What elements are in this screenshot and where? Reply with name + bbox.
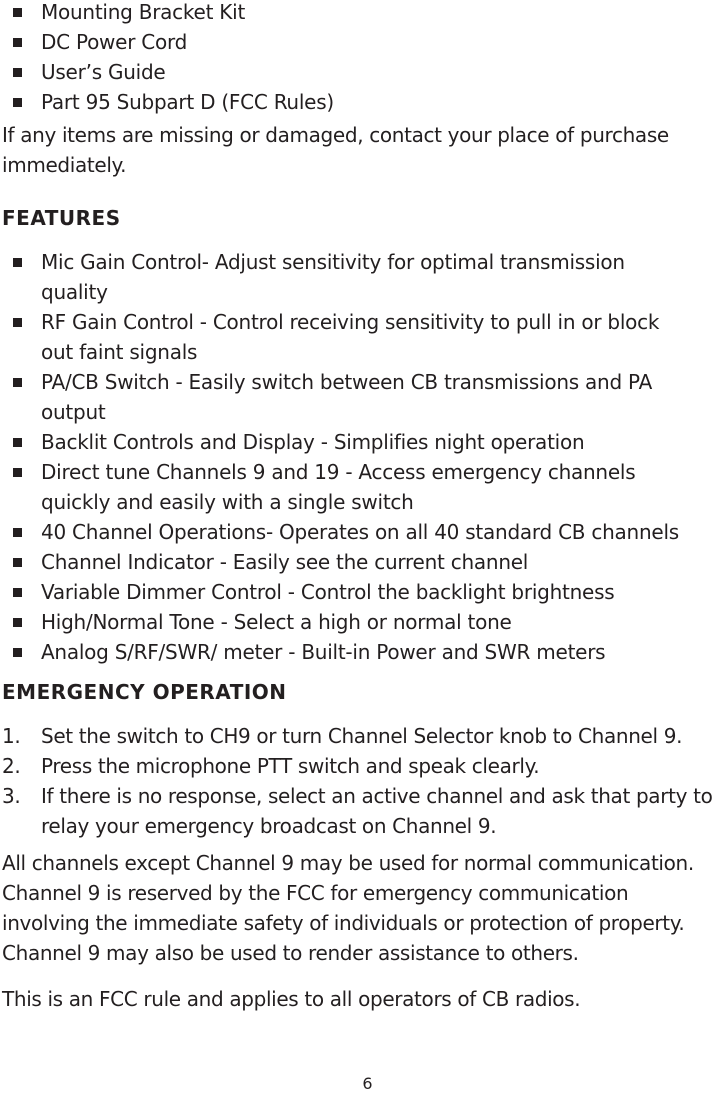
channel-usage-note: All channels except Channel 9 may be used for normal communication. Channel 9 is reserved by the FCC for emergency communication involving the immediate safety of individuals or protection of property. Channel 9 may also be used to render assistance to others.	[2, 851, 694, 965]
feature-text: Backlit Controls and Display - Simplifies night operation	[41, 430, 585, 454]
features-section	[0, 247, 723, 667]
square-bullet-icon	[13, 38, 22, 47]
square-bullet-icon	[13, 648, 22, 657]
square-bullet-icon	[13, 68, 22, 77]
feature-text: 40 Channel Operations- Operates on all 40 standard CB channels	[41, 520, 679, 544]
list-item-text: DC Power Cord	[41, 30, 188, 54]
feature-item	[0, 547, 723, 577]
square-bullet-icon	[13, 8, 22, 17]
step-text: Set the switch to CH9 or turn Channel Selector knob to Channel 9.	[41, 724, 683, 748]
step-text: Press the microphone PTT switch and speak clearly.	[41, 754, 540, 778]
list-item	[0, 57, 723, 87]
feature-text: Mic Gain Control- Adjust sensitivity for optimal transmission quality	[41, 250, 625, 304]
feature-item	[0, 307, 723, 367]
feature-text: Analog S/RF/SWR/ meter - Built-in Power and SWR meters	[41, 640, 606, 664]
feature-text: High/Normal Tone - Select a high or normal tone	[41, 610, 512, 634]
step-number: 3.	[2, 784, 21, 808]
feature-item	[0, 457, 723, 517]
list-item-text: Mounting Bracket Kit	[41, 0, 246, 24]
emergency-steps-section	[0, 721, 723, 841]
list-item	[0, 87, 723, 117]
square-bullet-icon	[13, 618, 22, 627]
square-bullet-icon	[13, 438, 22, 447]
features-list	[0, 247, 723, 667]
step-text: If there is no response, select an active channel and ask that party to relay your emergency broadcast on Channel 9.	[41, 784, 713, 838]
step-number: 1.	[2, 724, 21, 748]
square-bullet-icon	[13, 528, 22, 537]
feature-text: RF Gain Control - Control receiving sensitivity to pull in or block out faint signals	[41, 310, 660, 364]
list-item-text: Part 95 Subpart D (FCC Rules)	[41, 90, 334, 114]
missing-items-notice: If any items are missing or damaged, contact your place of purchase immediately.	[2, 123, 669, 177]
feature-text: PA/CB Switch - Easily switch between CB transmissions and PA output	[41, 370, 652, 424]
page-number: 6	[362, 1074, 373, 1093]
list-item	[0, 0, 723, 27]
included-items-section	[0, 0, 723, 117]
step-item	[0, 751, 723, 781]
features-heading: FEATURES	[2, 206, 121, 230]
feature-item	[0, 427, 723, 457]
feature-item	[0, 517, 723, 547]
square-bullet-icon	[13, 558, 22, 567]
feature-item	[0, 577, 723, 607]
feature-text: Channel Indicator - Easily see the current channel	[41, 550, 529, 574]
emergency-steps-list	[0, 721, 723, 841]
feature-text: Variable Dimmer Control - Control the backlight brightness	[41, 580, 615, 604]
feature-text: Direct tune Channels 9 and 19 - Access emergency channels quickly and easily with a single switch	[41, 460, 636, 514]
step-item	[0, 721, 723, 751]
square-bullet-icon	[13, 588, 22, 597]
included-items-list	[0, 0, 723, 117]
feature-item	[0, 367, 723, 427]
feature-item	[0, 607, 723, 637]
feature-item	[0, 637, 723, 667]
square-bullet-icon	[13, 378, 22, 387]
emergency-operation-heading: EMERGENCY OPERATION	[2, 680, 287, 704]
square-bullet-icon	[13, 98, 22, 107]
square-bullet-icon	[13, 258, 22, 267]
fcc-rule-note: This is an FCC rule and applies to all operators of CB radios.	[2, 987, 581, 1011]
step-number: 2.	[2, 754, 21, 778]
step-item	[0, 781, 723, 841]
list-item-text: User’s Guide	[41, 60, 166, 84]
list-item	[0, 27, 723, 57]
square-bullet-icon	[13, 468, 22, 477]
square-bullet-icon	[13, 318, 22, 327]
feature-item	[0, 247, 723, 307]
